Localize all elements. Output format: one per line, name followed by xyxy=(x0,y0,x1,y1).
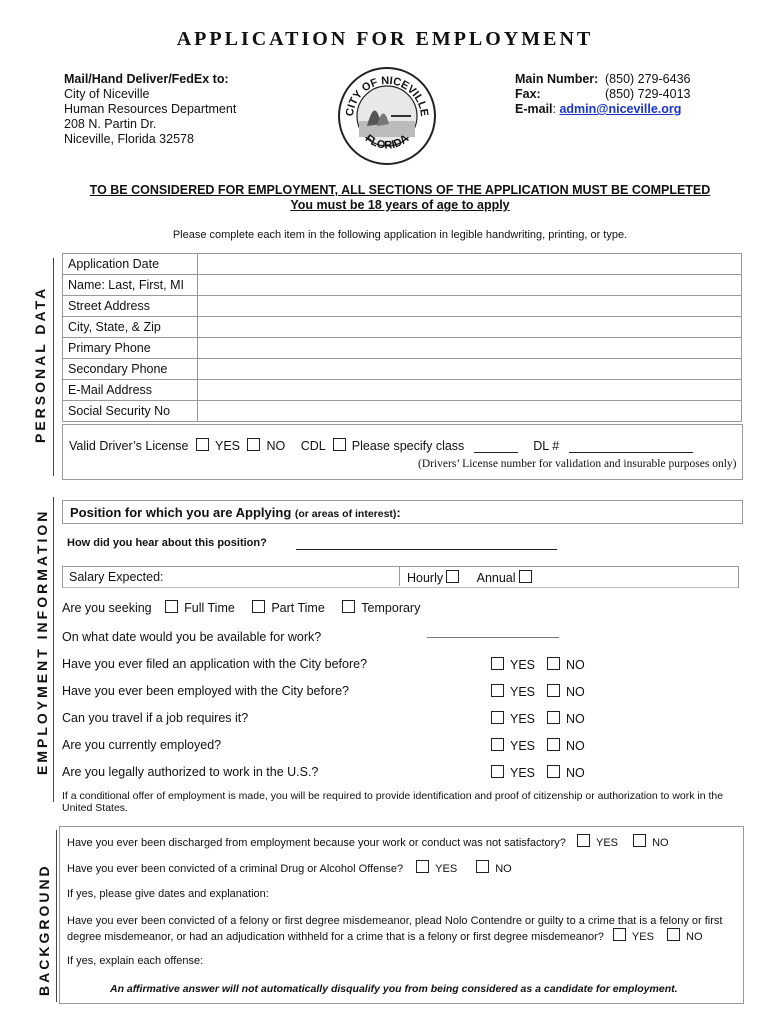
table-row xyxy=(63,254,742,275)
salary-divider xyxy=(399,566,400,586)
section-divider xyxy=(56,830,57,1002)
yes-label: YES xyxy=(510,658,536,672)
yes-label: YES xyxy=(510,739,536,753)
address-line: 208 N. Partin Dr. xyxy=(64,117,157,131)
email-link[interactable]: admin@niceville.org xyxy=(559,102,682,116)
salary-type-row xyxy=(407,570,538,585)
yes-checkbox[interactable] xyxy=(491,657,504,670)
no-checkbox[interactable] xyxy=(547,711,560,724)
mail-label: Mail/Hand Deliver/FedEx to: xyxy=(64,72,229,86)
main-number: (850) 279-6436 xyxy=(605,72,691,86)
section-divider xyxy=(53,258,54,476)
seal-top-text: CITY OF NICEVILLE xyxy=(343,74,431,118)
city-state-zip-input[interactable] xyxy=(198,317,742,338)
class-input[interactable] xyxy=(474,452,518,453)
contact-info: Main Number: (850) 279-6436 Fax: (850) 729-4013 E-mail: admin@niceville.org xyxy=(515,72,691,116)
question-label: Are you legally authorized to work in the U.S.? xyxy=(62,765,319,779)
salary-divider xyxy=(62,587,738,588)
dl-label: DL # xyxy=(533,439,560,453)
street-address-input[interactable] xyxy=(198,296,742,317)
drivers-license-row xyxy=(69,438,693,453)
no-label: NO xyxy=(566,685,585,699)
application-date-input[interactable] xyxy=(198,254,742,275)
available-input[interactable] xyxy=(427,637,559,638)
q2-yes-checkbox[interactable] xyxy=(416,860,429,873)
no-label: NO xyxy=(566,712,585,726)
heard-input[interactable] xyxy=(296,536,557,550)
part-time-label: Part Time xyxy=(271,601,325,615)
no-label: NO xyxy=(566,658,585,672)
full-time-label: Full Time xyxy=(184,601,235,615)
cdl-checkbox[interactable] xyxy=(333,438,346,451)
secondary-phone-input[interactable] xyxy=(198,359,742,380)
q3-followup: If yes, explain each offense: xyxy=(67,955,204,967)
yes-label: YES xyxy=(435,863,458,875)
seeking-row xyxy=(62,600,420,615)
yes-checkbox[interactable] xyxy=(491,738,504,751)
yes-label: YES xyxy=(595,837,618,849)
city-seal-logo xyxy=(337,66,437,166)
temporary-label: Temporary xyxy=(361,601,421,615)
question-label: Have you ever been employed with the City before? xyxy=(62,684,349,698)
license-yes-checkbox[interactable] xyxy=(196,438,209,451)
field-label: E-Mail Address xyxy=(63,380,198,401)
hourly-label: Hourly xyxy=(407,571,444,585)
ssn-input[interactable] xyxy=(198,401,742,422)
field-label: City, State, & Zip xyxy=(63,317,198,338)
salary-box xyxy=(62,566,739,588)
field-label: Application Date xyxy=(63,254,198,275)
heard-label: How did you hear about this position? xyxy=(67,537,267,549)
q2-no-checkbox[interactable] xyxy=(476,860,489,873)
no-checkbox[interactable] xyxy=(547,657,560,670)
seeking-label: Are you seeking xyxy=(62,601,152,615)
field-label: Primary Phone xyxy=(63,338,198,359)
table-row xyxy=(63,380,742,401)
license-label: Valid Driver’s License xyxy=(69,439,189,453)
yes-label: YES xyxy=(510,766,536,780)
fax-number: (850) 729-4013 xyxy=(605,87,691,101)
field-label: Social Security No xyxy=(63,401,198,422)
table-row xyxy=(63,275,742,296)
no-label: NO xyxy=(266,439,286,453)
question-row xyxy=(62,657,742,671)
fax-label: Fax: xyxy=(515,87,541,101)
question-row xyxy=(62,711,742,725)
section-label-background: BACKGROUND xyxy=(36,863,52,996)
position-label: Position for which you are Applying xyxy=(70,505,292,520)
position-label-row: Position for which you are Applying (or areas of interest): xyxy=(70,505,401,520)
primary-phone-input[interactable] xyxy=(198,338,742,359)
no-label: NO xyxy=(652,837,669,849)
yes-checkbox[interactable] xyxy=(491,765,504,778)
address-line: City of Niceville xyxy=(64,87,150,101)
salary-label: Salary Expected: xyxy=(69,570,164,584)
q3-no-checkbox[interactable] xyxy=(667,928,680,941)
q2-followup: If yes, please give dates and explanation: xyxy=(67,888,269,900)
table-row xyxy=(63,296,742,317)
section-divider xyxy=(53,497,54,802)
question-label: Can you travel if a job requires it? xyxy=(62,711,249,725)
section-label-employment: EMPLOYMENT INFORMATION xyxy=(34,508,50,775)
license-no-checkbox[interactable] xyxy=(247,438,260,451)
field-label: Name: Last, First, MI xyxy=(63,275,198,296)
table-row xyxy=(63,338,742,359)
question-row xyxy=(62,738,742,752)
question-label: Have you ever filed an application with the City before? xyxy=(62,657,368,671)
field-label: Street Address xyxy=(63,296,198,317)
class-label: Please specify class xyxy=(351,439,465,453)
table-row xyxy=(63,359,742,380)
annual-label: Annual xyxy=(476,571,516,585)
background-q3-row xyxy=(67,914,739,944)
yes-label: YES xyxy=(510,712,536,726)
yes-label: YES xyxy=(510,685,536,699)
q1-no-checkbox[interactable] xyxy=(633,834,646,847)
hourly-checkbox[interactable] xyxy=(446,570,459,583)
section-label-personal: PERSONAL DATA xyxy=(32,285,48,443)
dl-number-input[interactable] xyxy=(569,452,693,453)
part-time-checkbox[interactable] xyxy=(252,600,265,613)
q3-yes-checkbox[interactable] xyxy=(613,928,626,941)
no-label: NO xyxy=(495,863,512,875)
no-label: NO xyxy=(686,931,703,943)
page-title: APPLICATION FOR EMPLOYMENT xyxy=(176,28,594,50)
background-q1-row xyxy=(67,834,669,849)
no-label: NO xyxy=(566,766,585,780)
email-input[interactable] xyxy=(198,380,742,401)
table-row xyxy=(63,317,742,338)
seal-bottom-text: FLORIDA xyxy=(362,132,412,152)
field-label: Secondary Phone xyxy=(63,359,198,380)
background-q2-row xyxy=(67,860,512,875)
no-checkbox[interactable] xyxy=(547,684,560,697)
instructions: Please complete each item in the following application in legible handwriting, printing, or type. xyxy=(172,229,628,241)
no-checkbox[interactable] xyxy=(547,765,560,778)
license-note: (Drivers’ License number for validation and insurable purposes only) xyxy=(418,458,737,470)
yes-label: YES xyxy=(631,931,654,943)
no-label: NO xyxy=(566,739,585,753)
q3-label: Have you ever been convicted of a felony or first degree misdemeanor, plead Nolo Contendre or guilty to a crime that is a felony or first degree misdemeanor, or had an adjudication withheld for a crime that is a felony or first degree misdemeanor? xyxy=(67,915,723,943)
name-input[interactable] xyxy=(198,275,742,296)
personal-data-table xyxy=(62,253,742,422)
cdl-label: CDL xyxy=(300,439,326,453)
yes-label: YES xyxy=(214,439,240,453)
address-line: Niceville, Florida 32578 xyxy=(64,132,194,146)
full-time-checkbox[interactable] xyxy=(165,600,178,613)
position-note: (or areas of interest) xyxy=(294,508,397,520)
question-row xyxy=(62,684,742,698)
no-checkbox[interactable] xyxy=(547,738,560,751)
temporary-checkbox[interactable] xyxy=(342,600,355,613)
citizenship-footnote: If a conditional offer of employment is made, you will be required to provide identification and proof of citizenship or authorization to work in the United States. xyxy=(62,790,724,814)
table-row xyxy=(63,401,742,422)
email-label: E-mail xyxy=(515,102,553,116)
yes-checkbox[interactable] xyxy=(491,711,504,724)
q1-yes-checkbox[interactable] xyxy=(577,834,590,847)
mailing-address xyxy=(64,72,236,147)
q1-label: Have you ever been discharged from employment because your work or conduct was not satisfactory? xyxy=(67,837,566,849)
annual-checkbox[interactable] xyxy=(519,570,532,583)
question-label: Are you currently employed? xyxy=(62,738,222,752)
main-number-label: Main Number: xyxy=(515,72,599,86)
q2-label: Have you ever been convicted of a criminal Drug or Alcohol Offense? xyxy=(67,863,404,875)
question-row xyxy=(62,765,742,779)
disclaimer: An affirmative answer will not automatically disqualify you from being considered as a candidate for employment. xyxy=(110,983,678,995)
available-label: On what date would you be available for work? xyxy=(62,630,322,644)
notice-all-sections: TO BE CONSIDERED FOR EMPLOYMENT, ALL SECTIONS OF THE APPLICATION MUST BE COMPLETED xyxy=(89,183,711,197)
address-line: Human Resources Department xyxy=(64,102,237,116)
notice-age: You must be 18 years of age to apply xyxy=(290,198,510,212)
yes-checkbox[interactable] xyxy=(491,684,504,697)
